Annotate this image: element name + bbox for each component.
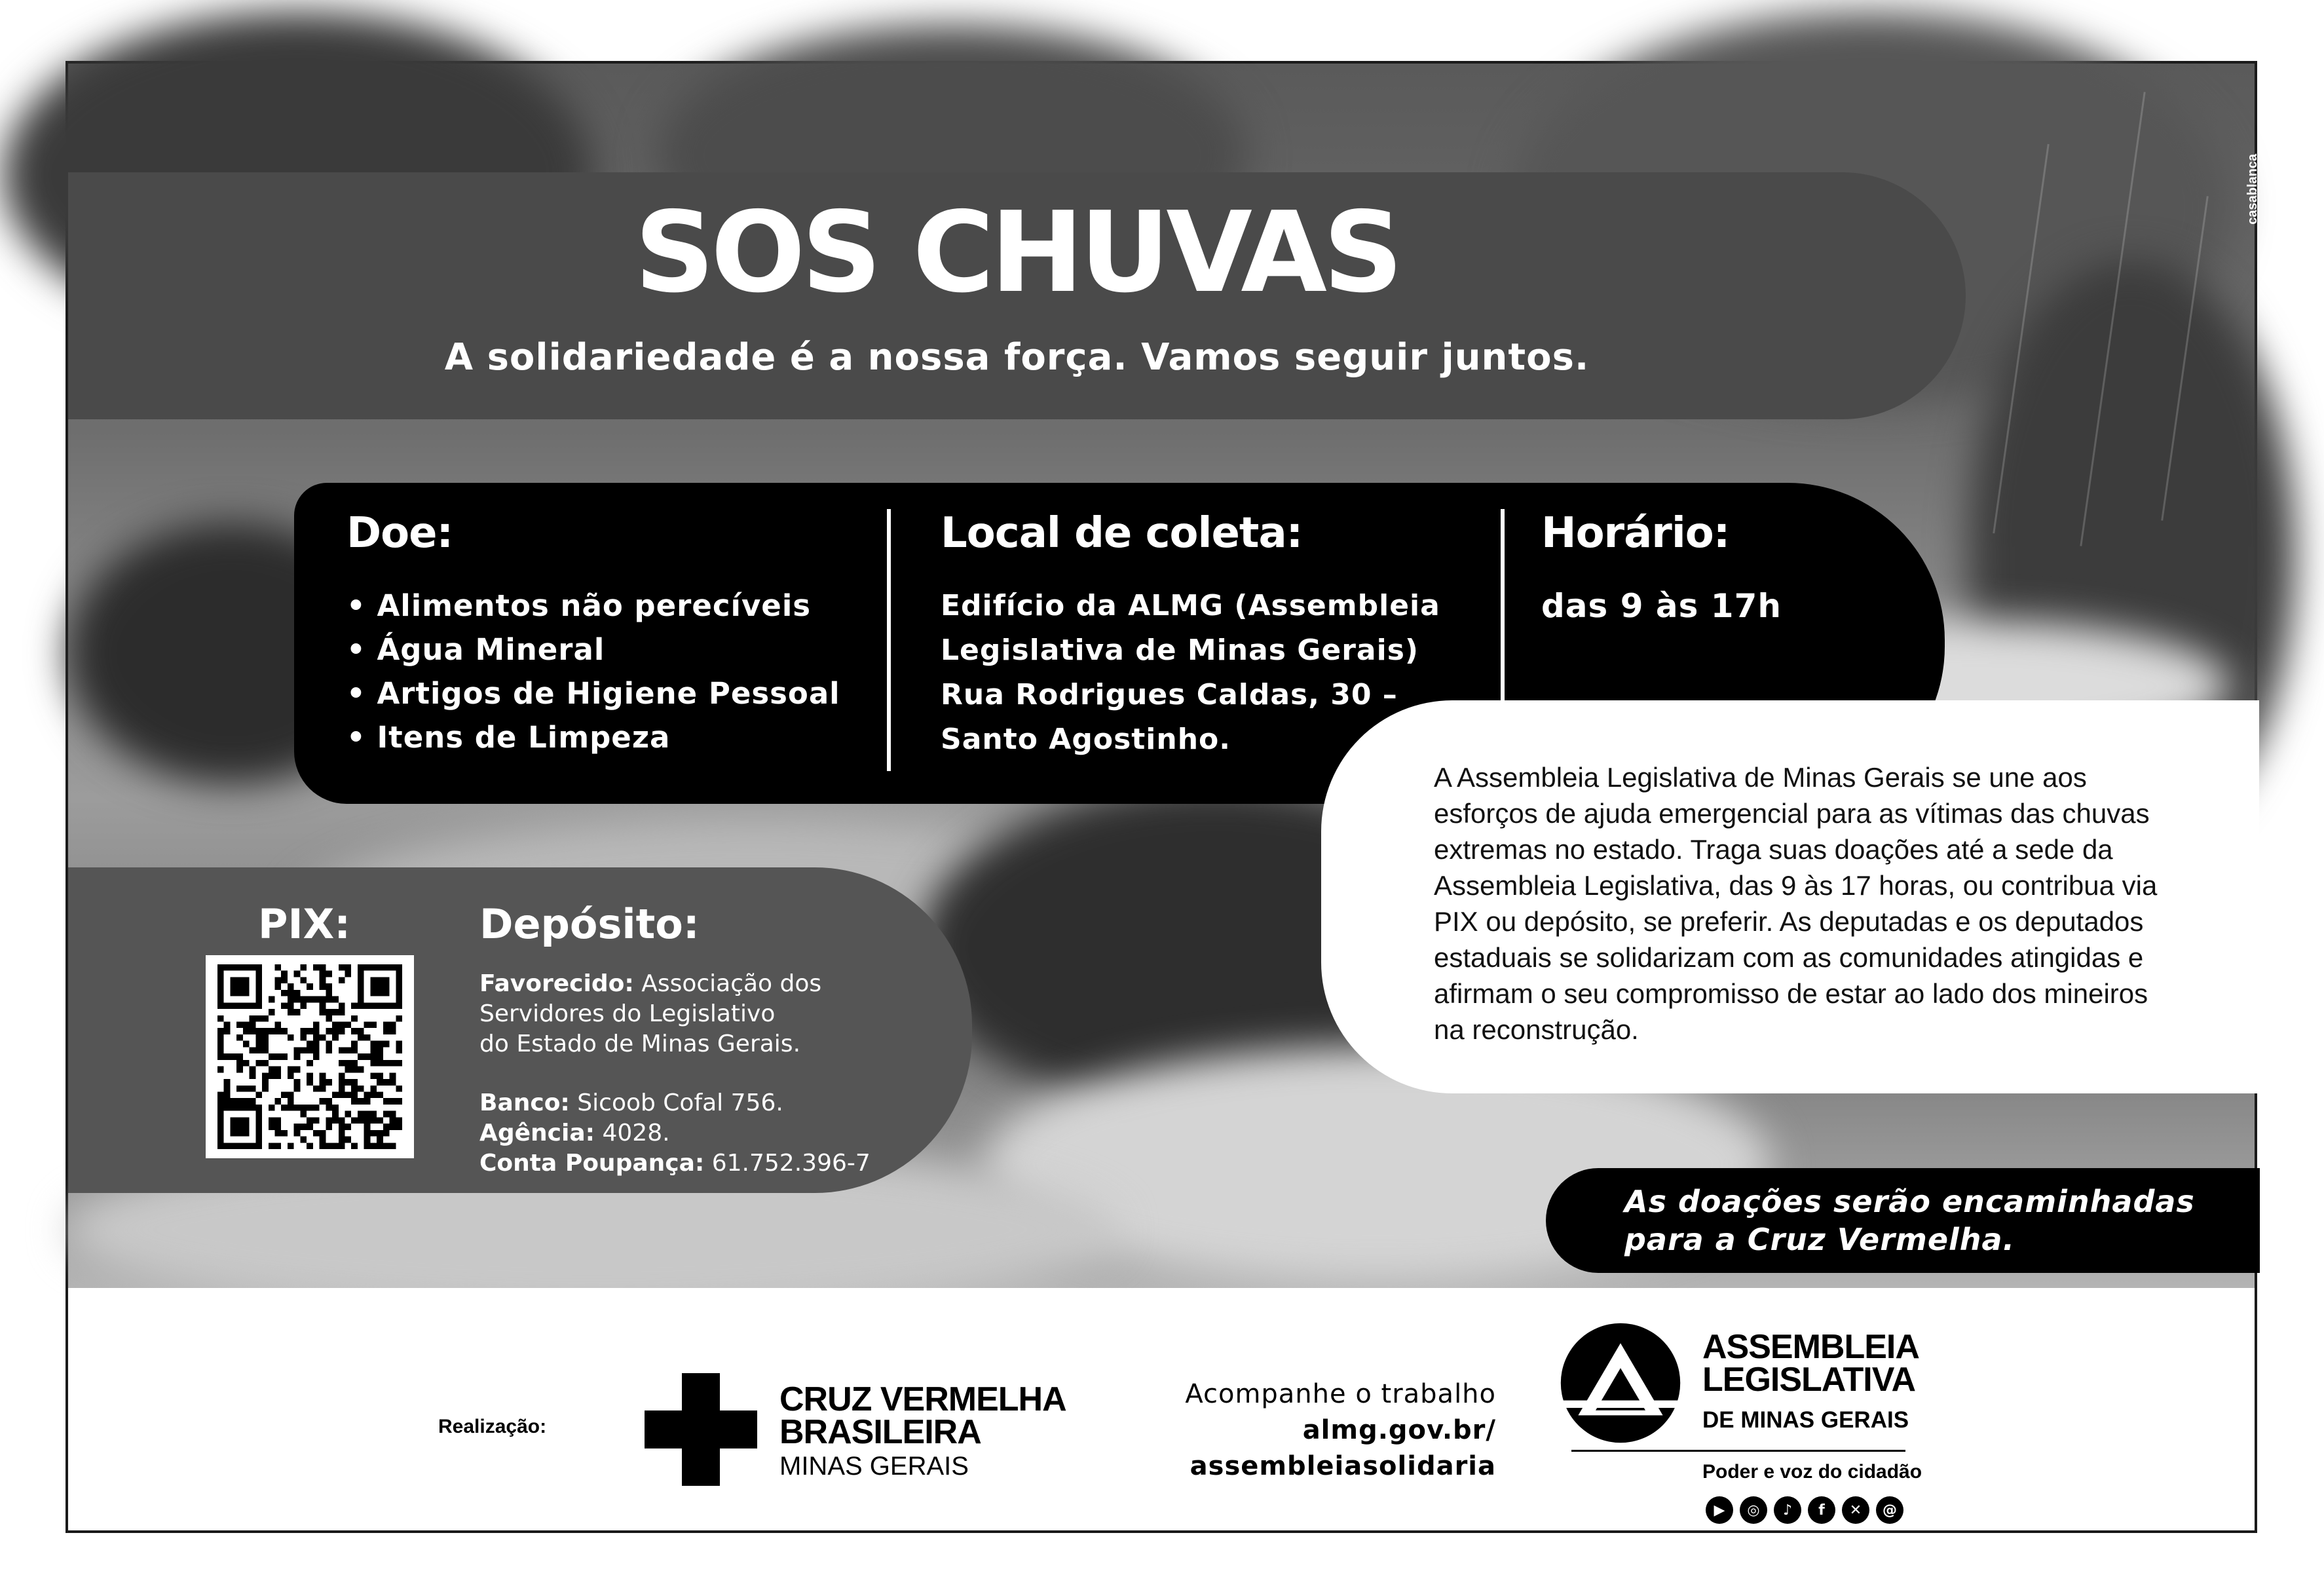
favorecido-label: Favorecido: (479, 970, 634, 997)
almg-line: LEGISLATIVA (1702, 1361, 1916, 1399)
note-line: As doações serão encaminhadas (1624, 1184, 2195, 1219)
note-line: para a Cruz Vermelha. (1624, 1222, 2015, 1257)
donate-heading: Doe: (347, 509, 453, 558)
photo-credit: casablanca (2245, 153, 2260, 225)
almg-sub: DE MINAS GERAIS (1702, 1407, 1909, 1433)
instagram-icon[interactable]: ◎ (1740, 1496, 1767, 1524)
favorecido-line (479, 969, 821, 999)
cruz-line: BRASILEIRA (779, 1413, 981, 1451)
location-line: Santo Agostinho. (941, 723, 1231, 756)
donate-item: • Alimentos não perecíveis (347, 584, 840, 628)
threads-icon[interactable]: @ (1876, 1496, 1903, 1524)
account-line (479, 1148, 871, 1179)
statement-text: A Assembleia Legislativa de Minas Gerais se une aos esforços de ajuda emergencial para as vítimas das chuvas extremas no estado. Traga suas doações até a sede da Assembleia Legislativa, das 9 às 17 horas, ou contribua via PIX ou depósito, se preferir. As deputadas e os deputados estaduais se solidarizam com as comunidades atingidas e afirmam o seu compromisso de estar ao lado dos mineiros na reconstrução. (1434, 762, 2158, 1045)
donate-list (347, 584, 840, 759)
cruz-vermelha-name (779, 1380, 1066, 1451)
location-line: Edifício da ALMG (Assembleia (941, 589, 1440, 622)
footer (68, 1288, 2255, 1530)
tiktok-icon[interactable]: ♪ (1774, 1496, 1801, 1524)
account-value: 61.752.396-7 (711, 1150, 871, 1177)
youtube-icon[interactable]: ▶ (1706, 1496, 1733, 1524)
hours-heading: Horário: (1541, 509, 1730, 558)
almg-line: ASSEMBLEIA (1702, 1328, 1919, 1366)
ad-frame (66, 61, 2260, 1533)
deposit-heading: Depósito: (479, 900, 700, 948)
donate-item: • Artigos de Higiene Pessoal (347, 672, 840, 715)
realizacao-label: Realização: (438, 1416, 547, 1437)
bank-label: Banco: (479, 1089, 570, 1116)
agency-label: Agência: (479, 1120, 595, 1146)
agency-value: 4028. (602, 1120, 670, 1146)
slogan: Poder e voz do cidadão (1702, 1461, 1922, 1483)
almg-name (1702, 1328, 1919, 1399)
follow-text (1185, 1376, 1496, 1485)
red-cross-icon (645, 1373, 757, 1486)
hours-text: das 9 às 17h (1541, 587, 1782, 625)
hours-column (1501, 509, 1782, 628)
follow-line: Acompanhe o trabalho (1185, 1379, 1496, 1409)
favorecido-value: do Estado de Minas Gerais. (479, 1031, 801, 1057)
red-cross-note (1546, 1168, 2260, 1273)
title-banner (68, 172, 1966, 419)
donate-item: • Itens de Limpeza (347, 715, 840, 759)
statement-box (1321, 700, 2259, 1093)
almg-logo-icon (1558, 1321, 1683, 1445)
pix-label: PIX: (258, 900, 351, 948)
facebook-icon[interactable]: f (1808, 1496, 1835, 1524)
note-text (1624, 1183, 2195, 1259)
follow-link[interactable]: assembleiasolidaria (1190, 1451, 1496, 1481)
account-label: Conta Poupança: (479, 1150, 705, 1177)
location-column (887, 509, 1440, 762)
location-line: Legislativa de Minas Gerais) (941, 634, 1419, 667)
location-heading: Local de coleta: (941, 509, 1303, 558)
bank-value: Sicoob Cofal 756. (577, 1089, 783, 1116)
payment-panel (68, 867, 972, 1193)
location-line: Rua Rodrigues Caldas, 30 – (941, 678, 1398, 711)
page-title: SOS CHUVAS (634, 188, 1400, 318)
donate-item: • Água Mineral (347, 628, 840, 672)
pix-qr-code (206, 955, 414, 1158)
cruz-line: CRUZ VERMELHA (779, 1380, 1066, 1418)
donate-column (347, 509, 840, 759)
subtitle: A solidariedade é a nossa força. Vamos seguir juntos. (444, 336, 1590, 379)
agency-line (479, 1118, 670, 1148)
favorecido-value: Servidores do Legislativo (479, 1000, 776, 1027)
favorecido-value: Associação dos (641, 970, 822, 997)
cruz-vermelha-sub: MINAS GERAIS (779, 1452, 969, 1481)
follow-link[interactable]: almg.gov.br/ (1302, 1415, 1496, 1445)
bank-line (479, 1088, 783, 1118)
social-icons (1706, 1496, 1903, 1524)
x-icon[interactable]: ✕ (1842, 1496, 1869, 1524)
divider (1571, 1450, 1905, 1452)
